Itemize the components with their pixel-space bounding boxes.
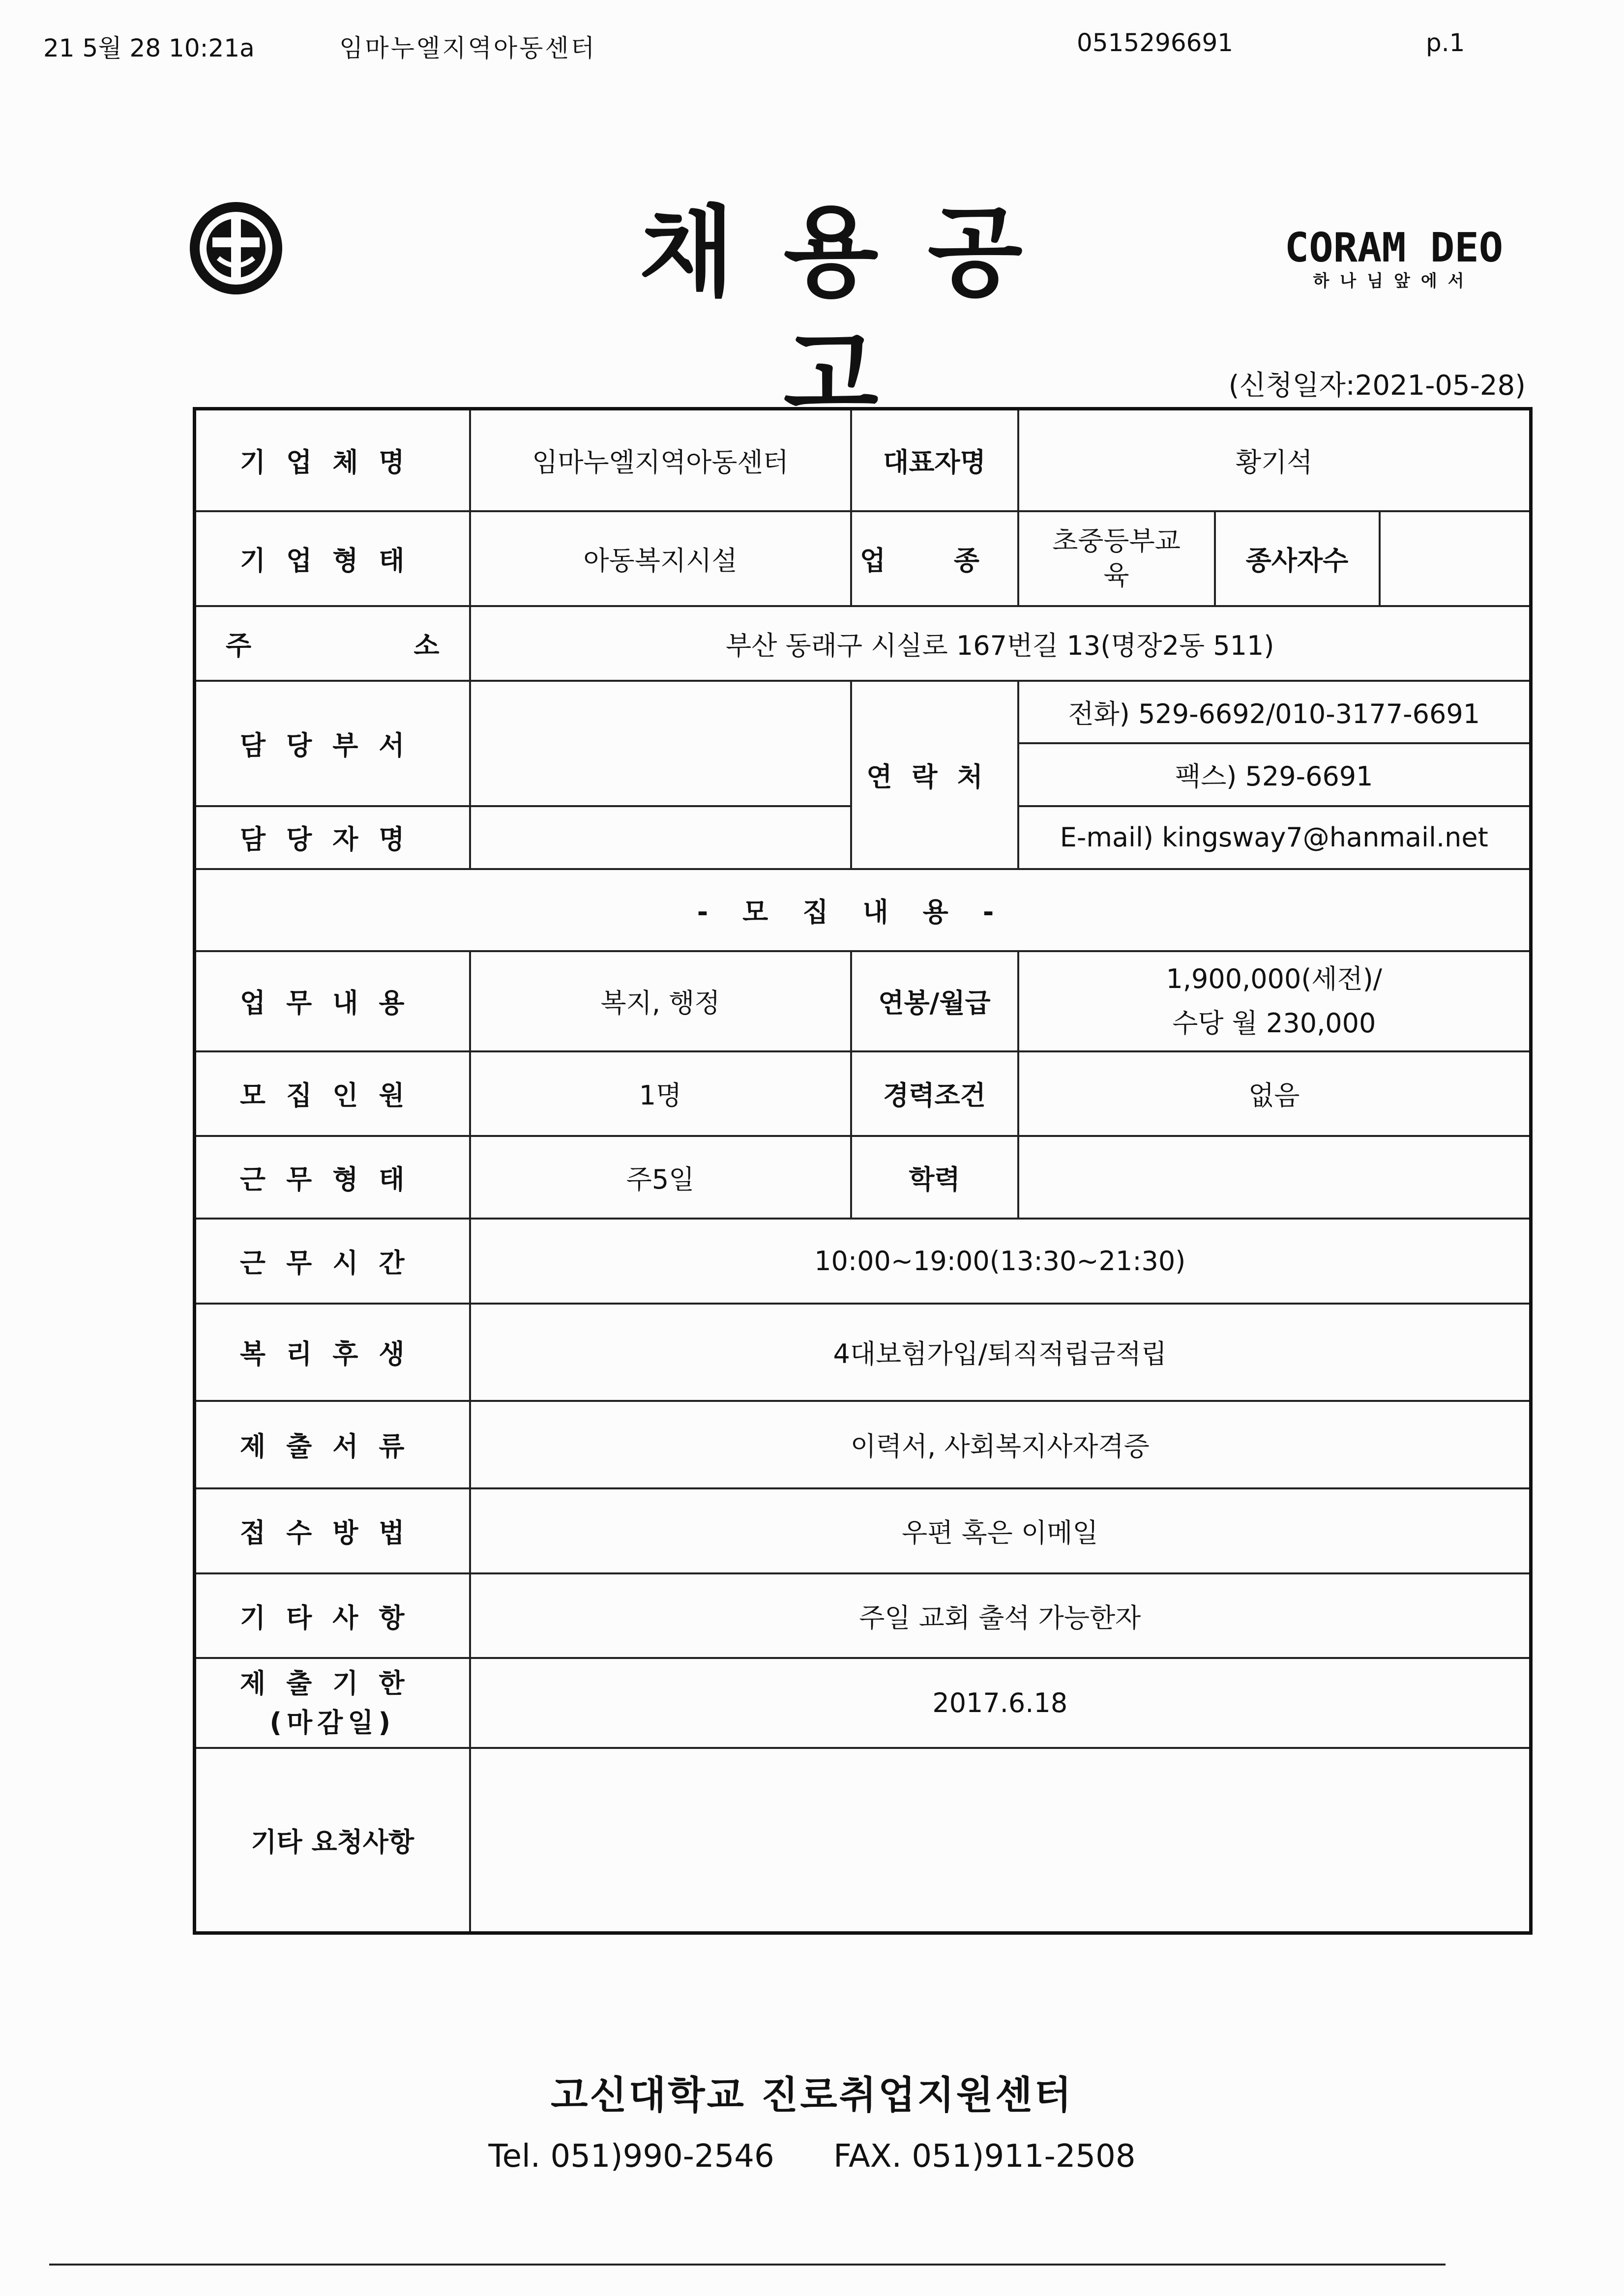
company-type: 아동복지시설 <box>470 511 851 606</box>
industry: 초중등부교육 <box>1018 511 1215 606</box>
duty: 복지, 행정 <box>470 951 851 1051</box>
contact-label: 연락처 <box>851 681 1018 869</box>
salary <box>1018 951 1531 1051</box>
employees <box>1380 511 1531 606</box>
manager <box>470 806 851 869</box>
method-label: 접수방법 <box>195 1488 470 1573</box>
footer-contact <box>0 2138 1624 2175</box>
salary-line-2: 수당 월 230,000 <box>1172 1007 1376 1039</box>
salary-label: 연봉/월급 <box>851 951 1018 1051</box>
work-type-label: 근무형태 <box>195 1136 470 1219</box>
request-label: 기타 요청사항 <box>195 1748 470 1933</box>
footer-center-name: 고신대학교 진로취업지원센터 <box>551 2073 1073 2118</box>
deadline-label-1: 제출기한 <box>239 1667 425 1699</box>
edu <box>1018 1136 1531 1219</box>
page-title: 채용공고 <box>639 196 1072 433</box>
coram-main: CORAM DEO <box>1284 225 1504 271</box>
dept-label: 담당부서 <box>195 681 470 806</box>
hours-label: 근무시간 <box>195 1219 470 1304</box>
company-type-label: 기업형태 <box>195 511 470 606</box>
request <box>470 1748 1531 1933</box>
fax-number: 0515296691 <box>1077 29 1234 57</box>
employees-label: 종사자수 <box>1215 511 1380 606</box>
dept <box>470 681 851 806</box>
job-posting-form <box>193 407 1533 1935</box>
contact-phone: 전화) 529-6692/010-3177-6691 <box>1018 681 1531 743</box>
bottom-divider <box>49 2264 1446 2266</box>
coram-sub: 하나님앞에서 <box>1313 271 1475 291</box>
deadline: 2017.6.18 <box>470 1658 1531 1748</box>
footer-tel: Tel. 051)990-2546 <box>488 2138 774 2175</box>
etc-label: 기타사항 <box>195 1573 470 1658</box>
career-label: 경력조건 <box>851 1051 1018 1136</box>
contact-email: E-mail) kingsway7@hanmail.net <box>1018 806 1531 869</box>
cross-seal-logo-icon <box>187 199 285 297</box>
industry-label: 업 종 <box>851 511 1018 606</box>
address-label-2: 소 <box>413 630 440 661</box>
benefits: 4대보험가입/퇴직적립금적립 <box>470 1304 1531 1401</box>
fax-date: 21 5월 28 10:21a <box>43 34 255 62</box>
footer-fax: FAX. 051)911-2508 <box>833 2138 1136 2175</box>
count: 1명 <box>470 1051 851 1136</box>
rep-name: 황기석 <box>1018 409 1531 511</box>
etc: 주일 교회 출석 가능한자 <box>470 1573 1531 1658</box>
career: 없음 <box>1018 1051 1531 1136</box>
address-label-1: 주 <box>226 630 252 661</box>
manager-label: 담당자명 <box>195 806 470 869</box>
deadline-label-2: (마감일) <box>269 1707 396 1738</box>
method: 우편 혹은 이메일 <box>470 1488 1531 1573</box>
deadline-label <box>195 1658 470 1748</box>
fax-header <box>0 29 1624 68</box>
fax-sender: 임마누엘지역아동센터 <box>339 34 596 62</box>
apply-date: (신청일자:2021-05-28) <box>1228 370 1526 402</box>
duty-label: 업무내용 <box>195 951 470 1051</box>
salary-line-1: 1,900,000(세전)/ <box>1166 963 1382 994</box>
address: 부산 동래구 시실로 167번길 13(명장2동 511) <box>470 606 1531 681</box>
docs: 이력서, 사회복지사자격증 <box>470 1401 1531 1488</box>
section-title: -모집내용- <box>195 869 1531 952</box>
hours: 10:00~19:00(13:30~21:30) <box>470 1219 1531 1304</box>
count-label: 모집인원 <box>195 1051 470 1136</box>
rep-label: 대표자명 <box>851 409 1018 511</box>
work-type: 주5일 <box>470 1136 851 1219</box>
fax-page: p.1 <box>1426 29 1465 57</box>
docs-label: 제출서류 <box>195 1401 470 1488</box>
benefits-label: 복리후생 <box>195 1304 470 1401</box>
address-label <box>195 606 470 681</box>
coram-deo-mark <box>1278 226 1509 292</box>
edu-label: 학력 <box>851 1136 1018 1219</box>
company-name-label: 기업체명 <box>195 409 470 511</box>
contact-fax: 팩스) 529-6691 <box>1018 743 1531 806</box>
company-name: 임마누엘지역아동센터 <box>470 409 851 511</box>
